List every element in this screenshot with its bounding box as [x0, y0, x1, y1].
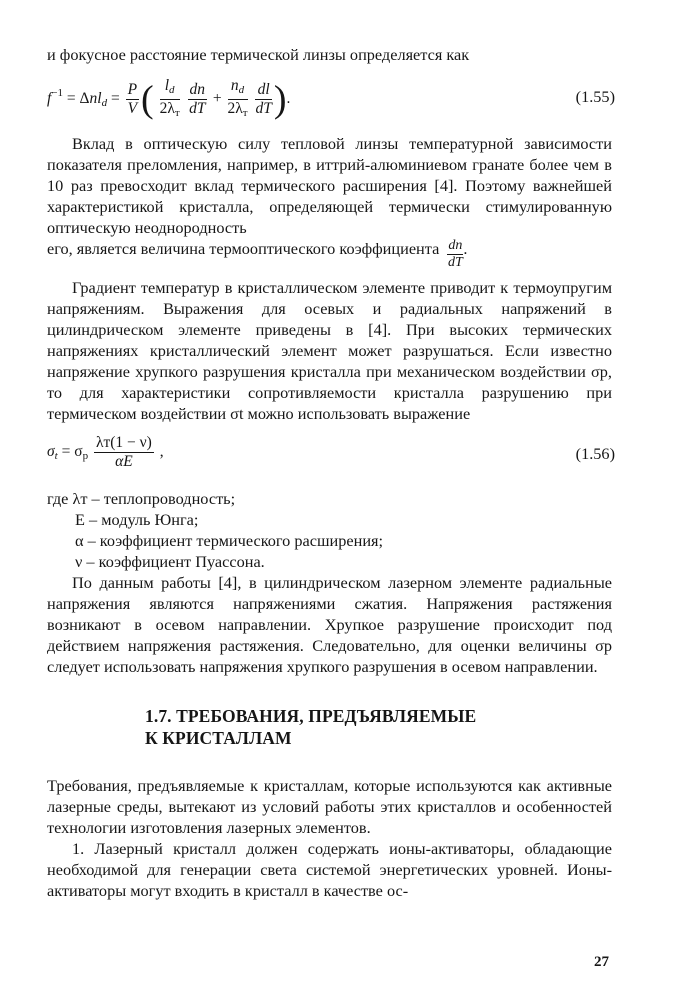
definition-expansion-coefficient: α – коэффициент термического расширения;	[75, 531, 384, 550]
page-number: 27	[594, 954, 609, 970]
definition-young-modulus: E – модуль Юнга;	[75, 510, 199, 529]
page-body	[47, 44, 615, 901]
equation-1-55-number: (1.55)	[575, 87, 615, 106]
equation-1-55-formula: $f^{-1} = \Delta nl_d$ = $\frac{P}{V}$ ( $\frac{l_d}{2\lambda_т}$ $\frac{dn}{dT}$ + $\frac{n_d}{2\lambda_т}$ $\frac{dl}{dT}$ ).	[47, 77, 291, 121]
symbol-definitions	[47, 488, 612, 572]
section-heading-line-1: 1.7. ТРЕБОВАНИЯ, ПРЕДЪЯВЛЯЕМЫЕ	[145, 706, 477, 726]
paragraph-thermal-lens-last-line: его, является величина термооптического коэффициента $\frac{dn}{dT}$ .	[47, 238, 468, 270]
paragraph-radial-stress: По данным работы [4], в цилиндрическом лазерном элементе радиальные напряжения являются напряжениями сжатия. Напряжения растяжения возникают в осевом направлении. Хрупкое разрушение происходит под действием напряжения растяжения. Следовательно, для оценки величины σр следует использовать напряжения хрупкого разрушения в осевом направлении.	[47, 573, 612, 676]
section-heading	[145, 705, 612, 749]
paragraph-thermal-stress: Градиент температур в кристаллическом элементе приводит к термоупругим напряжениям. Выражения для осевых и радиальных напряжений в цилиндрическом элементе приведены в [4]. При высоких термических напряжениях кристаллический элемент может разрушаться. Если известно напряжение хрупкого разрушения кристалла при механическом воздействии σр, то для характеристики сопротивляемости кристалла разрушению при термическом воздействии σt можно использовать выражение	[47, 278, 612, 423]
definition-list	[75, 509, 612, 572]
paragraph-requirements: Требования, предъявляемые к кристаллам, которые используются как активные лазерные среды, вытекают из условий работы этих кристаллов и особенностей технологии изготовления лазерных элементов.	[47, 776, 612, 837]
equation-1-56-number: (1.56)	[575, 444, 615, 463]
equation-1-56-formula: $\sigma_t = \sigma_р$ $\frac{\lambda т(1 - \nu)}{\alpha E}$ ,	[47, 434, 164, 470]
equation-1-55	[47, 71, 615, 123]
thermooptic-coefficient: $\frac{dn}{dT}$	[447, 238, 463, 270]
intro-line: и фокусное расстояние термической линзы определяется как	[47, 45, 470, 64]
equation-1-56	[47, 432, 615, 478]
section-heading-line-2: К КРИСТАЛЛАМ	[145, 728, 292, 748]
definition-poisson-ratio: ν – коэффициент Пуассона.	[75, 552, 265, 571]
paragraph-thermal-lens: Вклад в оптическую силу тепловой линзы температурной зависимости показателя преломления, например, в иттрий-алюминиевом гранате более чем в 10 раз превосходит вклад термического расширения [4]. Поэтому важнейшей характеристикой кристалла, определяющей термически стимулированную оптическую неоднородность	[47, 134, 612, 237]
definition-thermal-conductivity: где λт – теплопроводность;	[47, 489, 236, 508]
paragraph-requirement-1: 1. Лазерный кристалл должен содержать ионы-активаторы, обладающие необходимой для генерации света системой энергетических уровней. Ионы-активаторы могут входить в кристалл в качестве ос-	[47, 839, 612, 900]
